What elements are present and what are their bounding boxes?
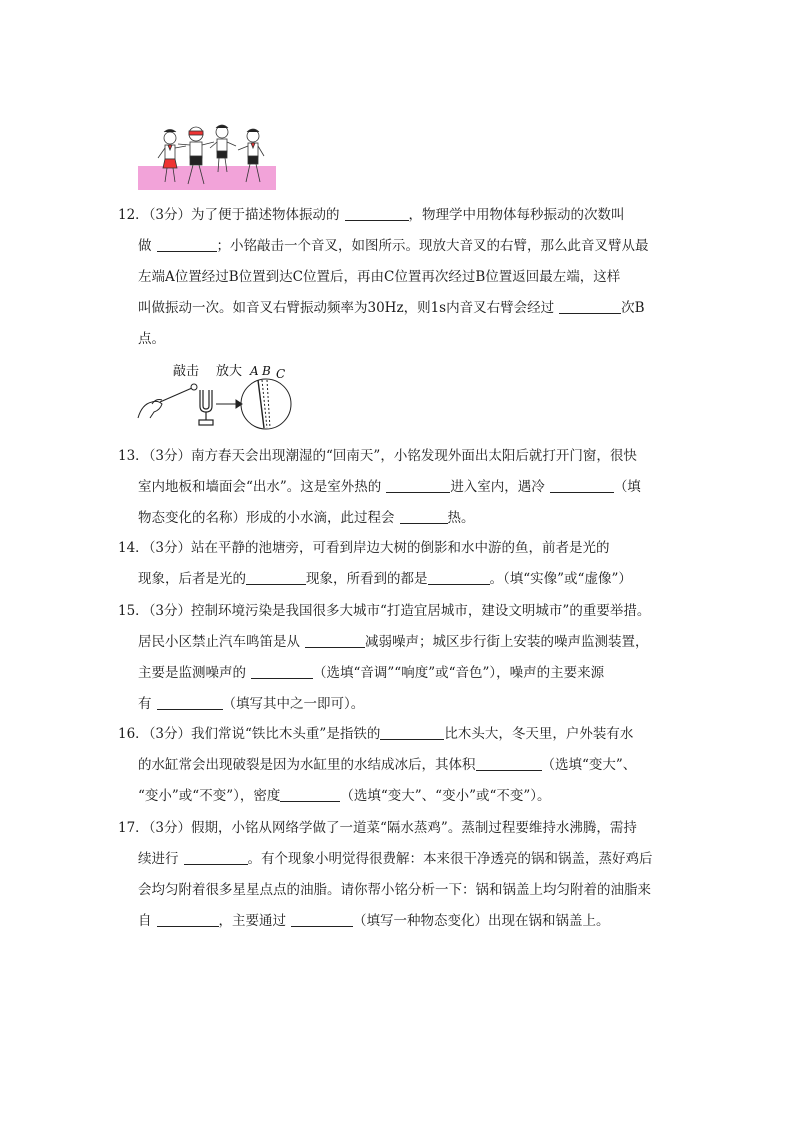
question-number: 17．	[118, 820, 149, 836]
question-score: （3分）	[148, 207, 192, 223]
question-score: （3分）	[148, 726, 192, 742]
answer-blank[interactable]	[305, 633, 365, 648]
answer-blank[interactable]	[380, 725, 444, 740]
answer-blank[interactable]	[157, 912, 219, 927]
question-score: （3分）	[148, 820, 192, 836]
question-line: 左端A位置经过B位置到达C位置后，再由C位置再次经过B位置返回最左端，这样	[138, 269, 621, 285]
question-score: （3分）	[148, 540, 192, 556]
answer-blank[interactable]	[550, 478, 614, 493]
question-score: （3分）	[148, 603, 192, 619]
question-number: 14．	[118, 540, 149, 556]
strike-label: 敲击	[173, 364, 200, 379]
answer-blank[interactable]	[291, 912, 353, 927]
question-line: 叫做振动一次。如音叉右臂振动频率为30Hz，则1s内音叉右臂会经过 次B	[138, 300, 645, 316]
answer-blank[interactable]	[345, 206, 409, 221]
question-line: “变小”或“不变”），密度 （选填“变大”、“变小”或“不变”）。	[138, 788, 551, 804]
question-score: （3分）	[148, 448, 192, 464]
question-line: 主要是监测噪声的 （选填“音调”“响度”或“音色”），噪声的主要来源	[138, 665, 605, 681]
question-line: 12．（3分）为了便于描述物体振动的 ，物理学中用物体每秒振动的次数叫	[118, 207, 625, 223]
position-c-label: C	[276, 367, 286, 381]
question-line: 续进行 。有个现象小明觉得很费解：本来很干净透亮的锅和锅盖，蒸好鸡后	[138, 851, 653, 867]
child-figure-middle	[210, 125, 236, 172]
question-12	[118, 200, 684, 355]
question-line: 13．（3分）南方春天会出现潮湿的“回南天”，小铭发现外面出太阳后就打开门窗，很快	[118, 448, 637, 464]
question-16	[118, 719, 684, 812]
question-line: 自 ，主要通过 （填写一种物态变化）出现在锅和锅盖上。	[138, 913, 610, 929]
question-number: 13．	[118, 448, 149, 464]
question-line: 室内地板和墙面会“出水”。这是室外热的 进入室内，遇冷 （填	[138, 479, 641, 495]
question-14	[118, 533, 684, 595]
position-b-label: B	[262, 364, 271, 378]
question-line: 有 （填写其中之一即可）。	[138, 696, 365, 712]
question-number: 15．	[118, 603, 149, 619]
question-line: 15．（3分）控制环境污染是我国很多大城市“打造宜居城市，建设文明城市”的重要举措。	[118, 603, 651, 619]
question-line: 物态变化的名称）形成的小水滴，此过程会 热。	[138, 510, 475, 526]
answer-blank[interactable]	[428, 570, 490, 585]
magnify-arrow-icon	[216, 400, 242, 408]
answer-blank[interactable]	[280, 787, 340, 802]
question-line: 14．（3分）站在平静的池塘旁，可看到岸边大树的倒影和水中游的鱼，前者是光的	[118, 540, 610, 556]
tuning-fork-diagram	[136, 360, 298, 430]
hand-with-mallet	[138, 384, 197, 418]
answer-blank[interactable]	[559, 299, 621, 314]
position-a-label: A	[250, 364, 259, 378]
question-17	[118, 813, 684, 937]
question-line: 16．（3分）我们常说“铁比木头重”是指铁的 比木头大，冬天里，户外装有水	[118, 726, 634, 742]
question-line: 点。	[138, 331, 165, 347]
question-number: 16．	[118, 726, 149, 742]
answer-blank[interactable]	[184, 850, 248, 865]
question-15	[118, 596, 684, 720]
answer-blank[interactable]	[251, 664, 313, 679]
question-line: 17．（3分）假期，小铭从网络学做了一道菜“隔水蒸鸡”。蒸制过程要维持水沸腾，需持	[118, 820, 637, 836]
answer-blank[interactable]	[157, 237, 217, 252]
children-playing-illustration	[138, 118, 278, 192]
answer-blank[interactable]	[400, 509, 448, 524]
answer-blank[interactable]	[246, 570, 306, 585]
question-line: 居民小区禁止汽车鸣笛是从 减弱噪声；城区步行街上安装的噪声监测装置，	[138, 634, 649, 650]
answer-blank[interactable]	[476, 756, 542, 771]
magnified-arm-view	[241, 379, 291, 429]
question-number: 12．	[118, 207, 149, 223]
question-line: 的水缸常会出现破裂是因为水缸里的水结成冰后，其体积 （选填“变大”、	[138, 757, 637, 773]
question-line: 会均匀附着很多星星点点的油脂。请你帮小铭分析一下：锅和锅盖上均匀附着的油脂来	[138, 882, 651, 898]
question-line: 现象，后者是光的 现象，所看到的都是 。（填“实像”或“虚像”）	[138, 571, 632, 587]
pink-ground	[138, 166, 276, 190]
question-13	[118, 441, 684, 534]
answer-blank[interactable]	[386, 478, 450, 493]
answer-blank[interactable]	[157, 695, 223, 710]
magnify-label: 放大	[216, 364, 243, 379]
tuning-fork-icon	[199, 390, 213, 425]
question-line: 做 ；小铭敲击一个音叉，如图所示。现放大音叉的右臂，那么此音叉臂从最	[138, 238, 649, 254]
